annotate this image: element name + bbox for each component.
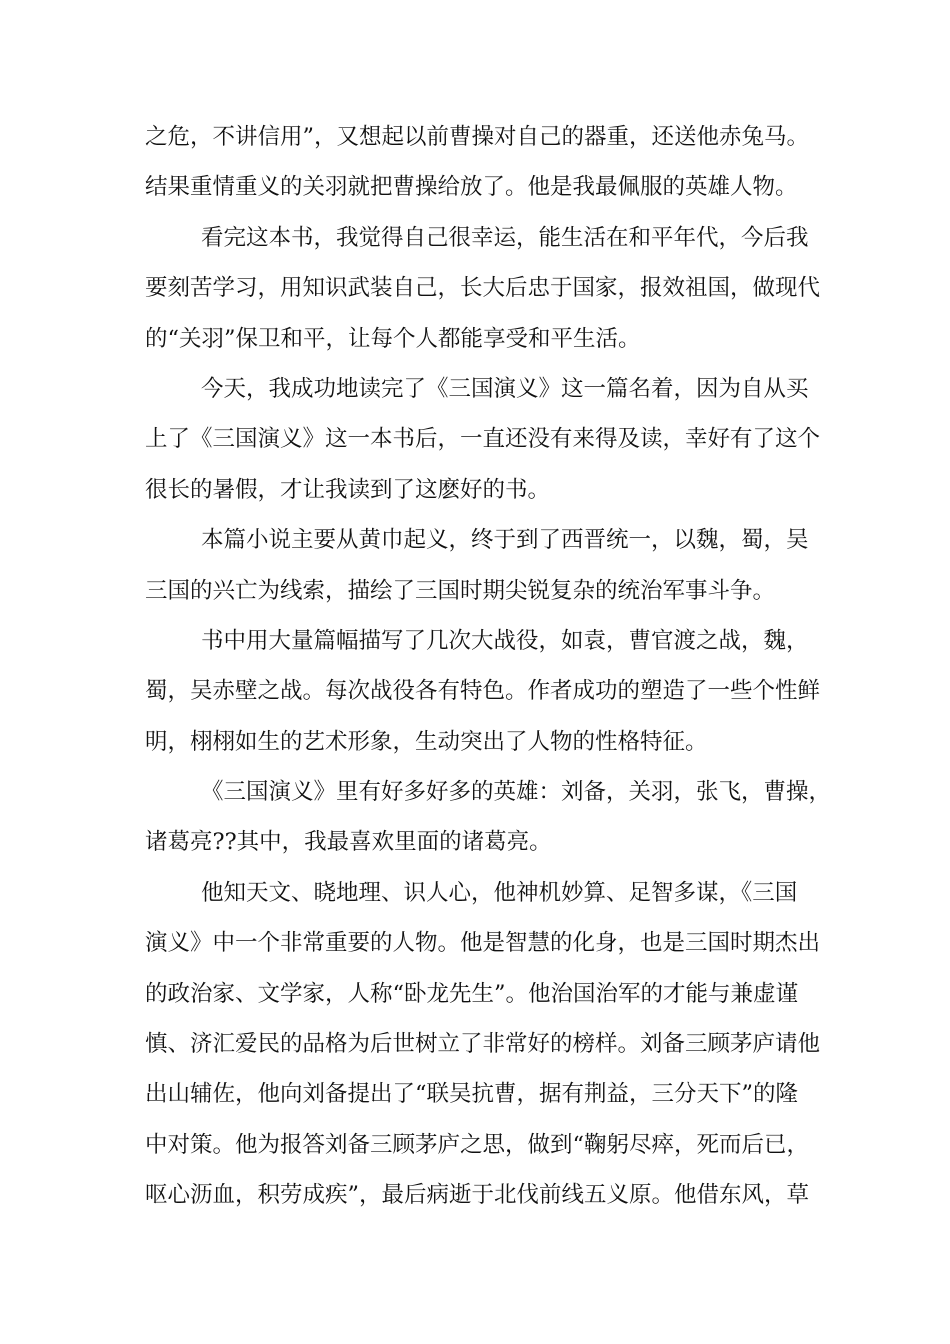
text-line: 中对策。他为报答刘备三顾茅庐之思，做到“鞠躬尽瘁，死而后已， — [145, 1131, 810, 1158]
paragraph — [145, 364, 821, 515]
text-line: 演义》中一个非常重要的人物。他是智慧的化身，也是三国时期杰出 — [145, 930, 821, 957]
paragraph — [145, 868, 821, 1221]
text-line: 明，栩栩如生的艺术形象，生动突出了人物的性格特征。 — [145, 728, 708, 755]
paragraph — [145, 213, 821, 364]
text-line: 的政治家、文学家，人称“卧龙先生”。他治国治军的才能与兼虚谨 — [145, 980, 799, 1007]
text-line: 要刻苦学习，用知识武装自己，长大后忠于国家，报效祖国，做现代 — [145, 275, 821, 302]
text-line: 看完这本书，我觉得自己很幸运，能生活在和平年代，今后我 — [201, 224, 809, 251]
paragraph — [145, 515, 810, 616]
text-line: 三国的兴亡为线索，描绘了三国时期尖锐复杂的统治军事斗争。 — [145, 577, 776, 604]
document-body — [145, 112, 832, 1221]
text-line: 呕心沥血，积劳成疾”，最后病逝于北伐前线五义原。他借东风，草 — [145, 1182, 810, 1209]
paragraph — [145, 616, 821, 767]
text-line: 诸葛亮??其中，我最喜欢里面的诸葛亮。 — [145, 829, 552, 856]
text-line: 出山辅佐，他向刘备提出了“联吴抗曹，据有荆益，三分天下”的隆 — [145, 1081, 799, 1108]
text-line: 他知天文、晓地理、识人心，他神机妙算、足智多谋，《三国 — [201, 879, 798, 906]
text-line: 很长的暑假，才让我读到了这麽好的书。 — [145, 476, 551, 503]
text-line: 的“关羽”保卫和平，让每个人都能享受和平生活。 — [145, 325, 641, 352]
text-line: 蜀，吴赤壁之战。每次战役各有特色。作者成功的塑造了一些个性鲜 — [145, 678, 821, 705]
text-line: 书中用大量篇幅描写了几次大战役，如袁，曹官渡之战，魏， — [201, 627, 809, 654]
text-line: 慎、济汇爱民的品格为后世树立了非常好的榜样。刘备三顾茅庐请他 — [145, 1031, 821, 1058]
paragraph — [145, 112, 810, 213]
text-line: 本篇小说主要从黄巾起义，终于到了西晋统一，以魏，蜀，吴 — [201, 527, 809, 554]
text-line: 《三国演义》里有好多好多的英雄：刘备，关羽，张飞，曹操， — [201, 779, 832, 806]
text-line: 今天，我成功地读完了《三国演义》这一篇名着，因为自从买 — [201, 375, 809, 402]
text-line: 结果重情重义的关羽就把曹操给放了。他是我最佩服的英雄人物。 — [145, 174, 798, 201]
paragraph — [145, 767, 832, 868]
text-line: 上了《三国演义》这一本书后，一直还没有来得及读，幸好有了这个 — [145, 426, 821, 453]
text-line: 之危，不讲信用”，又想起以前曹操对自己的器重，还送他赤兔马。 — [145, 124, 810, 150]
